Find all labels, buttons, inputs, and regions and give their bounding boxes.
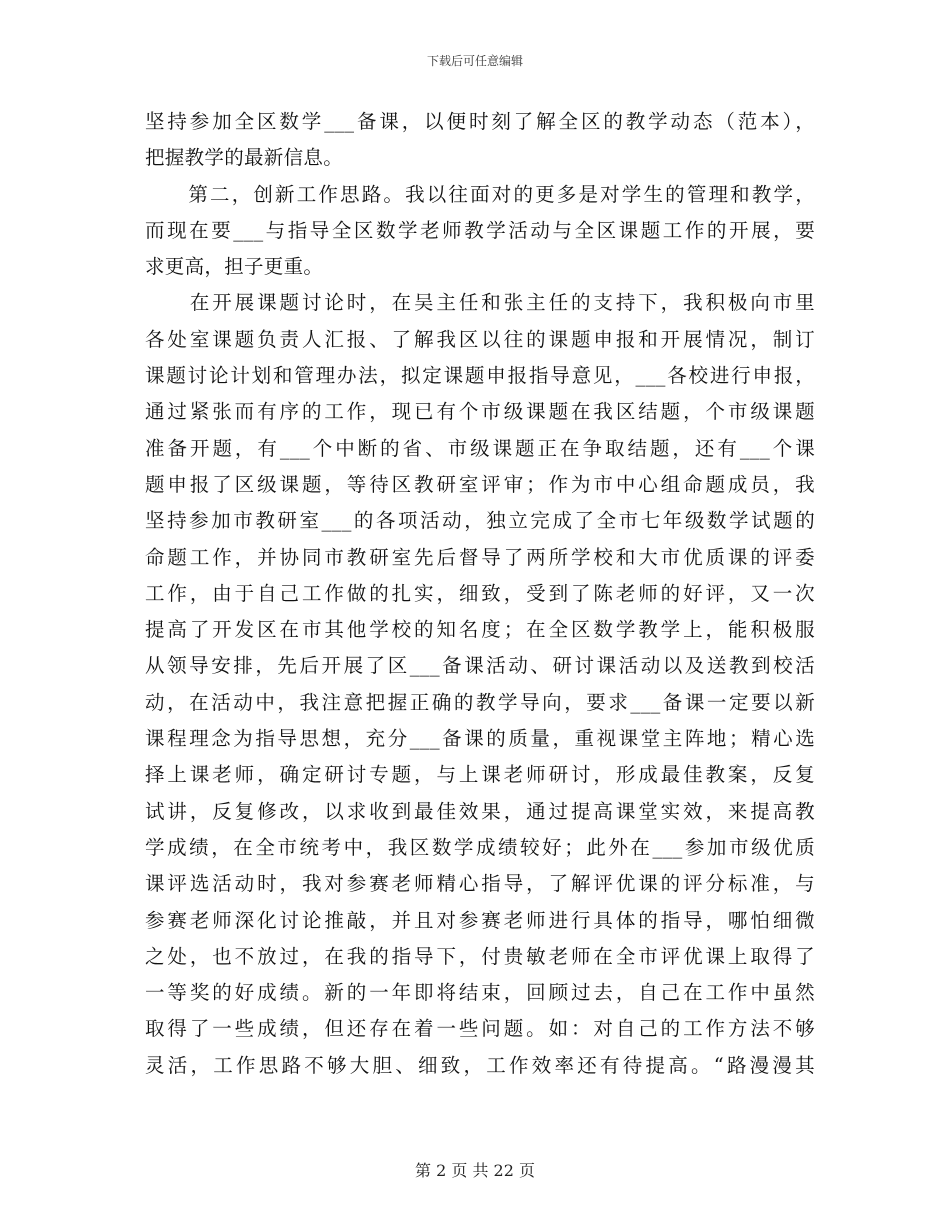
text-line: 课评选活动时，我对参赛老师精心指导，了解评优课的评分标准，与 <box>145 872 815 896</box>
text-line: 从领导安排，先后开展了区___备课活动、研讨课活动以及送教到校活 <box>145 654 815 678</box>
text-line: 坚持参加全区数学___备课，以便时刻了解全区的教学动态（范本）， <box>145 110 815 133</box>
text-line: 各处室课题负责人汇报、了解我区以往的课题申报和开展情况，制订 <box>145 327 815 351</box>
text-line: 通过紧张而有序的工作，现已有个市级课题在我区结题，个市级课题 <box>145 400 815 424</box>
text-line: 题申报了区级课题，等待区教研室评审；作为市中心组命题成员，我 <box>145 472 815 496</box>
text-line: 学成绩，在全市统考中，我区数学成绩较好；此外在___参加市级优质 <box>145 835 815 859</box>
document-body <box>145 104 815 1084</box>
text-line: 参赛老师深化讨论推敲，并且对参赛老师进行具体的指导，哪怕细微 <box>145 908 815 932</box>
text-line: 择上课老师，确定研讨专题，与上课老师研讨，形成最佳教案，反复 <box>145 763 815 787</box>
text-line: 而现在要___与指导全区数学老师教学活动与全区课题工作的开展，要 <box>145 218 815 242</box>
text-line: 一等奖的好成绩。新的一年即将结束，回顾过去，自己在工作中虽然 <box>145 981 815 1005</box>
text-line: 工作，由于自己工作做的扎实，细致，受到了陈老师的好评，又一次 <box>145 581 815 605</box>
text-line: 求更高，担子更重。 <box>145 255 324 279</box>
text-line: 在开展课题讨论时，在吴主任和张主任的支持下，我积极向市里 <box>145 291 815 315</box>
text-line: 取得了一些成绩，但还存在着一些问题。如：对自己的工作方法不够 <box>145 1017 815 1041</box>
text-line: 坚持参加市教研室___的各项活动，独立完成了全市七年级数学试题的 <box>145 509 815 533</box>
text-line: 把握教学的最新信息。 <box>145 146 344 170</box>
text-line: 命题工作，并协同市教研室先后督导了两所学校和大市优质课的评委 <box>145 545 815 569</box>
text-line: 提高了开发区在市其他学校的知名度；在全区数学教学上，能积极服 <box>145 618 815 642</box>
text-line: 课题讨论计划和管理办法，拟定课题申报指导意见，___各校进行申报， <box>145 364 815 388</box>
text-line: 课程理念为指导思想，充分___备课的质量，重视课堂主阵地；精心选 <box>145 727 815 751</box>
page-header: 下载后可任意编辑 <box>426 54 523 68</box>
text-line: 灵活，工作思路不够大胆、细致，工作效率还有待提高。“路漫漫其 <box>145 1053 815 1077</box>
text-line: 准备开题，有___个中断的省、市级课题正在争取结题，还有___个课 <box>145 436 815 460</box>
page-number: 第 2 页 共 22 页 <box>415 1161 535 1180</box>
text-line: 试讲，反复修改，以求收到最佳效果，通过提高课堂实效，来提高教 <box>145 799 815 823</box>
text-line: 第二，创新工作思路。我以往面对的更多是对学生的管理和教学， <box>145 182 815 206</box>
text-line: 之处，也不放过，在我的指导下，付贵敏老师在全市评优课上取得了 <box>145 944 815 968</box>
text-line: 动，在活动中，我注意把握正确的教学导向，要求___备课一定要以新 <box>145 690 815 714</box>
